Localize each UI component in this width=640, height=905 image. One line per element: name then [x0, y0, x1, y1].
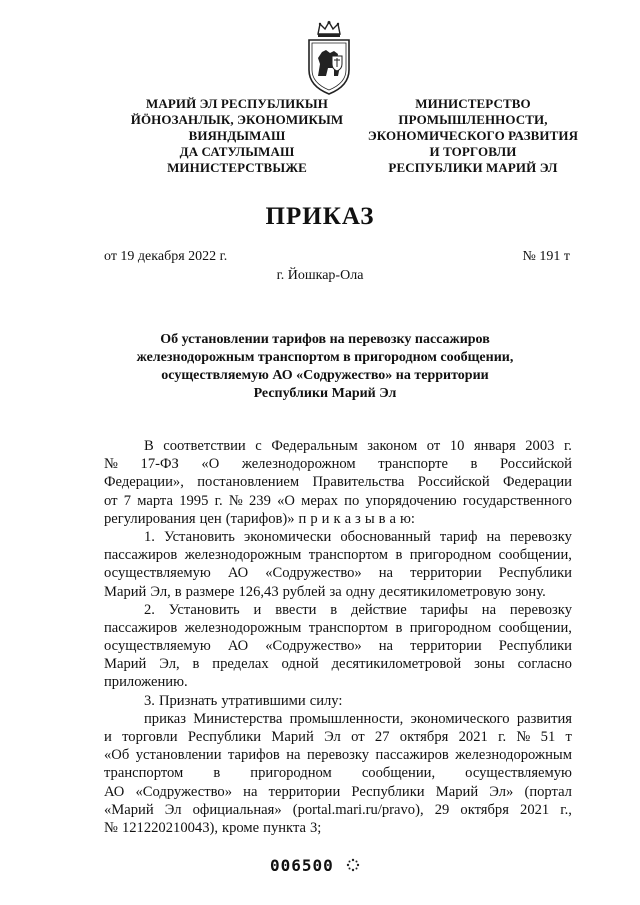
document-body — [104, 437, 572, 837]
body-line: Федерации», постановлением Правительства Российской Федерации — [104, 474, 572, 491]
coat-of-arms-icon — [304, 20, 354, 96]
header-left-line: ЙÖНОЗАНЛЫК, ЭКОНОМИКЫМ — [130, 112, 344, 127]
ministry-name-mari — [112, 96, 362, 176]
body-line: «Марий Эл официальная» (portal.mari.ru/pravo), 29 октября 2021 г., — [104, 801, 572, 818]
subject-line: железнодорожным транспортом в пригородном сообщении, — [136, 350, 514, 365]
body-line: регулирования цен (тарифов)» п р и к а з ы в а ю: — [104, 510, 415, 527]
body-line: № 17-ФЗ «О железнодорожном транспорте в Российской — [104, 456, 572, 473]
document-date: от 19 декабря 2022 г. — [104, 249, 228, 264]
header-left-line: МАРИЙ ЭЛ РЕСПУБЛИКЫН — [145, 96, 329, 111]
body-line: «Об установлении тарифов на перевозку пассажиров железнодорожным — [104, 747, 572, 764]
body-line: транспортом в пригородном сообщении, осуществляемую — [104, 765, 572, 782]
body-line: АО «Содружество» на территории Республики Марий Эл» (портал — [104, 783, 572, 800]
document-city: г. Йошкар-Ола — [276, 268, 364, 283]
header-right-line: РЕСПУБЛИКИ МАРИЙ ЭЛ — [388, 160, 558, 175]
body-line: № 121220210043), кроме пункта 3; — [104, 819, 322, 836]
serial-number: 006500 — [270, 856, 334, 875]
subject-line: осуществляемую АО «Содружество» на территории — [161, 368, 489, 383]
body-line: 1. Установить экономически обоснованный тариф на перевозку — [144, 528, 572, 545]
body-line: осуществляемую АО «Содружество» на территории Республики — [104, 638, 572, 655]
header-left-line: МИНИСТЕРСТВЫЖЕ — [167, 160, 307, 175]
body-line: от 7 марта 1995 г. № 239 «О мерах по упорядочению государственного — [104, 492, 572, 509]
document-title: ПРИКАЗ — [265, 203, 375, 230]
body-line: осуществляемую АО «Содружество» на территории Республики — [104, 565, 572, 582]
ornament-icon — [346, 858, 360, 872]
body-line: Марий Эл, в пределах одной десятикилометровой зоны согласно — [104, 656, 572, 673]
body-line: В соответствии с Федеральным законом от 10 января 2003 г. — [144, 438, 572, 454]
header-left-line: ВИЯНДЫМАШ — [188, 128, 286, 143]
body-line: 2. Установить и ввести в действие тарифы на перевозку — [144, 601, 572, 618]
header-right-line: ЭКОНОМИЧЕСКОГО РАЗВИТИЯ — [367, 128, 579, 143]
body-line: Марий Эл, в размере 126,43 рублей за одну десятикилометровую зону. — [104, 583, 546, 600]
body-line: и торговли Республики Марий Эл от 27 октября 2021 г. № 51 т — [104, 729, 572, 745]
body-line: приложению. — [104, 674, 188, 691]
subject-line: Об установлении тарифов на перевозку пассажиров — [160, 332, 490, 347]
subject-line: Республики Марий Эл — [253, 386, 397, 401]
body-line: пассажиров железнодорожным транспортом в пригородном сообщении, — [104, 547, 572, 564]
header-right-line: ПРОМЫШЛЕННОСТИ, — [398, 112, 548, 127]
header-right-line: И ТОРГОВЛИ — [429, 144, 517, 159]
body-line: 3. Признать утратившими силу: — [144, 692, 343, 709]
header-right-line: МИНИСТЕРСТВО — [415, 96, 531, 111]
document-number: № 191 т — [522, 249, 570, 264]
body-line: пассажиров железнодорожным транспортом в пригородном сообщении, — [104, 619, 572, 636]
document-subject — [100, 331, 550, 403]
body-line: приказ Министерства промышленности, экономического развития — [144, 710, 572, 727]
ministry-name-russian — [352, 96, 594, 176]
header-left-line: ДА САТУЛЫМАШ — [179, 144, 295, 159]
